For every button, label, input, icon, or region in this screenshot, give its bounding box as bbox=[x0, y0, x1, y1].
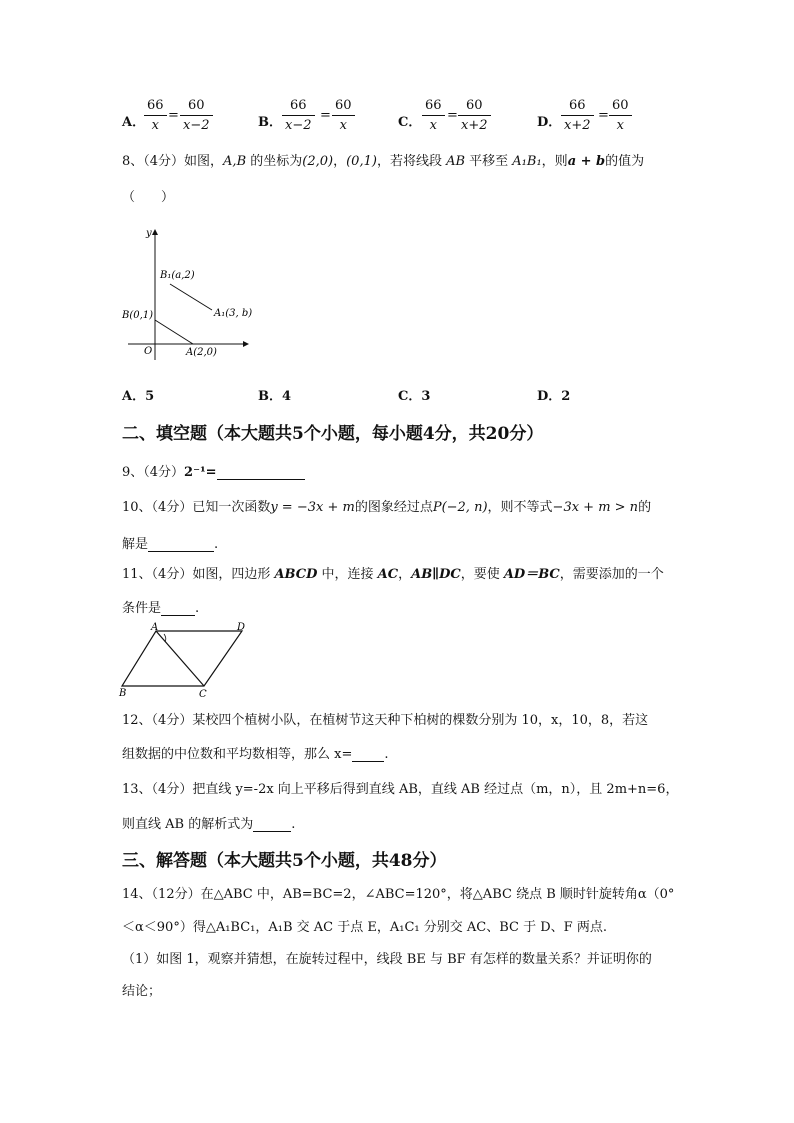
q12-answer-blank[interactable] bbox=[352, 747, 384, 762]
q11-quadrilateral bbox=[122, 631, 242, 686]
q8-option-c: C．3 bbox=[398, 389, 431, 404]
q12-question-line2: 组数据的中位数和平均数相等，那么 x= . bbox=[122, 747, 389, 762]
q11-question-line2: 条件是 . bbox=[122, 601, 200, 616]
q7-option-a-equals: = bbox=[168, 108, 179, 123]
q10-question-line2: 解是 . bbox=[122, 537, 219, 552]
q8-segment-a1b1 bbox=[170, 284, 212, 310]
q7-option-c-equals: = bbox=[447, 108, 458, 123]
q8-option-b: B．4 bbox=[258, 389, 292, 404]
q7-option-a-right-fraction: $\frac{60}{x-2}$ bbox=[180, 97, 213, 134]
q7-option-b-label: B． bbox=[258, 115, 282, 130]
q8-point-a-label: A(2,0) bbox=[186, 347, 217, 358]
q7-option-c-right-fraction: $\frac{60}{x+2}$ bbox=[458, 97, 491, 134]
q8-option-a: A．5 bbox=[122, 389, 155, 404]
q7-option-a-left-fraction: $\frac{66}{x}$ bbox=[144, 97, 167, 134]
q13-question-line1: 13、（4分）把直线 y=-2x 向上平移后得到直线 AB，直线 AB 经过点（m，n），且 2m+n=6， bbox=[122, 782, 679, 797]
q11-vertex-c: C bbox=[199, 689, 207, 700]
q7-option-c-label: C． bbox=[398, 115, 422, 130]
q8-point-b-label: B(0,1) bbox=[122, 310, 154, 321]
q7-option-d-label: D． bbox=[537, 115, 562, 130]
q7-option-b-left-fraction: $\frac{66}{x-2}$ bbox=[282, 97, 315, 134]
q10-answer-blank[interactable] bbox=[148, 537, 214, 552]
q11-diagonal-ac bbox=[156, 631, 204, 686]
q9-answer-blank[interactable] bbox=[217, 465, 305, 480]
section-3-heading: 三、解答题（本大题共5个小题，共48分） bbox=[122, 851, 447, 871]
q11-quadrilateral-figure bbox=[118, 620, 258, 700]
q11-question-line1: 11、（4分）如图，四边形 ABCD 中，连接 AC，AB∥DC，要使 AD＝BC，需要添加的一个 bbox=[122, 567, 664, 582]
q7-option-c-left-fraction: $\frac{66}{x}$ bbox=[422, 97, 445, 134]
q8-answer-paren: （ ） bbox=[122, 190, 175, 205]
q8-point-b1-label: B₁(a,2) bbox=[160, 270, 195, 281]
q7-option-d-equals: = bbox=[598, 108, 609, 123]
q11-vertex-d: D bbox=[237, 622, 246, 633]
q7-option-a-label: A． bbox=[122, 115, 146, 130]
section-2-heading: 二、填空题（本大题共5个小题，每小题4分，共20分） bbox=[122, 424, 544, 444]
q8-segment-ab bbox=[155, 320, 193, 344]
q8-point-a1-label: A₁(3, b) bbox=[214, 308, 253, 319]
q11-vertex-a: A bbox=[151, 622, 159, 633]
q8-coordinate-figure bbox=[118, 222, 258, 362]
q7-option-b-right-fraction: $\frac{60}{x}$ bbox=[332, 97, 355, 134]
q11-vertex-b: B bbox=[119, 688, 127, 699]
q8-y-label: y bbox=[146, 228, 152, 239]
q7-option-d-left-fraction: $\frac{66}{x+2}$ bbox=[561, 97, 594, 134]
q8-option-d: D．2 bbox=[537, 389, 571, 404]
q10-question-line1: 10、（4分）已知一次函数y = −3x + m的图象经过点P(−2, n)，则不等式−3x + m > n的 bbox=[122, 500, 652, 515]
q7-option-d-right-fraction: $\frac{60}{x}$ bbox=[609, 97, 632, 134]
q14-subquestion-1-line1: （1）如图 1，观察并猜想，在旋转过程中，线段 BE 与 BF 有怎样的数量关系？并证明你的 bbox=[122, 952, 652, 967]
q8-question: 8、（4分）如图，A,B 的坐标为(2,0)，(0,1)，若将线段 AB 平移至 A₁B₁，则a + b的值为 bbox=[122, 154, 645, 169]
q9-question: 9、（4分）2⁻¹= bbox=[122, 461, 305, 480]
q14-subquestion-1-line2: 结论； bbox=[122, 984, 162, 999]
q8-origin-label: O bbox=[144, 346, 153, 357]
q7-option-b-equals: = bbox=[320, 108, 331, 123]
q14-question-line1: 14、（12分）在△ABC 中，AB=BC=2，∠ABC=120°，将△ABC 绕点 B 顺时针旋转角α（0° bbox=[122, 887, 675, 902]
q13-question-line2: 则直线 AB 的解析式为 . bbox=[122, 817, 296, 832]
q13-answer-blank[interactable] bbox=[253, 817, 291, 832]
q14-question-line2: ＜α＜90°）得△A₁BC₁，A₁B 交 AC 于点 E，A₁C₁ 分别交 AC、BC 于 D、F 两点. bbox=[122, 920, 607, 935]
q12-question-line1: 12、（4分）某校四个植树小队，在植树节这天种下柏树的棵数分别为 10，x，10，8，若这 bbox=[122, 713, 649, 728]
q11-answer-blank[interactable] bbox=[161, 601, 195, 616]
